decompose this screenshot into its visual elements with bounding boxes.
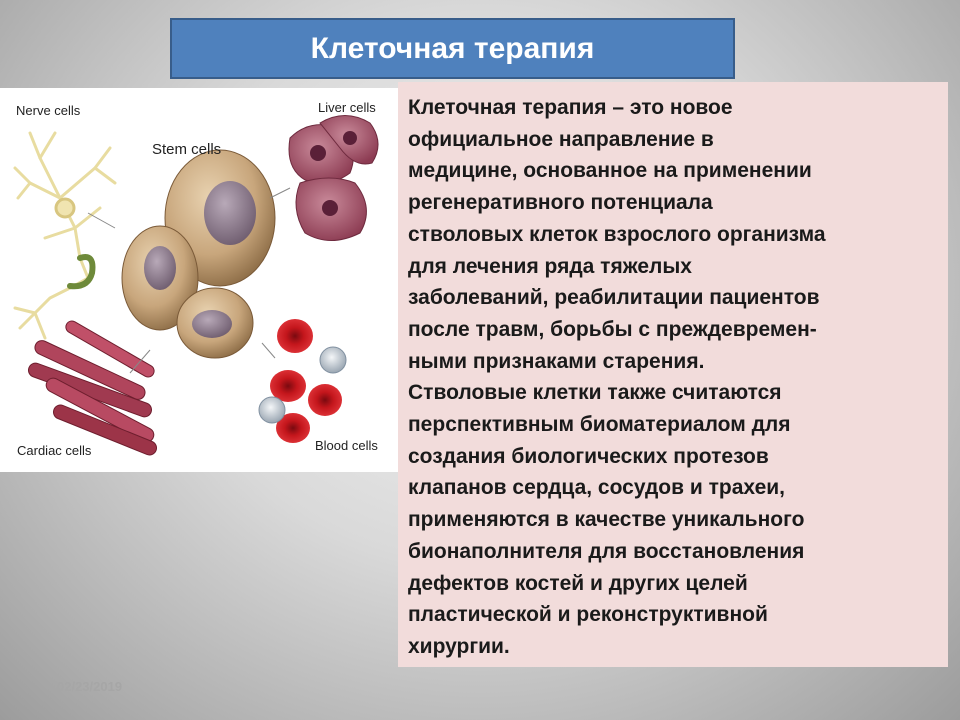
nerve-cell-icon bbox=[15, 133, 115, 338]
body-line: Клеточная терапия – это новое bbox=[408, 96, 733, 119]
label-stem-cells: Stem cells bbox=[152, 141, 222, 158]
body-line: Стволовые клетки также считаются bbox=[408, 381, 782, 405]
label-nerve-cells: Nerve cells bbox=[16, 103, 81, 118]
body-line: дефектов костей и других целей bbox=[408, 571, 748, 595]
body-line: бионаполнителя для восстановления bbox=[408, 539, 805, 563]
body-line: медицине, основанное на применении bbox=[408, 159, 812, 183]
body-line: для лечения ряда тяжелых bbox=[408, 254, 692, 278]
body-line: создания биологических протезов bbox=[408, 444, 769, 468]
body-line: официальное направление в bbox=[408, 127, 714, 151]
body-line: регенеративного потенциала bbox=[408, 191, 713, 215]
body-line: клапанов сердца, сосудов и трахеи, bbox=[408, 476, 785, 500]
body-line: применяются в качестве уникального bbox=[408, 508, 805, 532]
cardiac-cells-icon bbox=[27, 319, 159, 457]
body-line: заболеваний, реабилитации пациентов bbox=[408, 286, 820, 310]
body-text-panel bbox=[398, 82, 948, 667]
stem-cells-icon bbox=[122, 150, 275, 358]
label-cardiac-cells: Cardiac cells bbox=[17, 443, 92, 458]
liver-cells-icon bbox=[289, 116, 378, 241]
body-line: ными признаками старения. bbox=[408, 349, 705, 373]
label-blood-cells: Blood cells bbox=[315, 438, 378, 453]
blood-cells-icon bbox=[259, 319, 346, 443]
slide-title: Клеточная терапия bbox=[310, 31, 595, 65]
label-liver-cells: Liver cells bbox=[318, 100, 376, 115]
slide-date: 02/23/2019 bbox=[57, 679, 123, 694]
body-line: стволовых клеток взрослого организма bbox=[408, 222, 826, 246]
body-line: хирургии. bbox=[408, 634, 510, 658]
body-line: после травм, борьбы с преждевремен- bbox=[408, 317, 817, 341]
body-line: пластической и реконструктивной bbox=[408, 603, 768, 627]
cells-diagram bbox=[0, 88, 398, 472]
body-line: перспективным биоматериалом для bbox=[408, 413, 791, 437]
slide-title-box bbox=[170, 18, 735, 79]
stem-cell-illustration bbox=[0, 88, 398, 472]
